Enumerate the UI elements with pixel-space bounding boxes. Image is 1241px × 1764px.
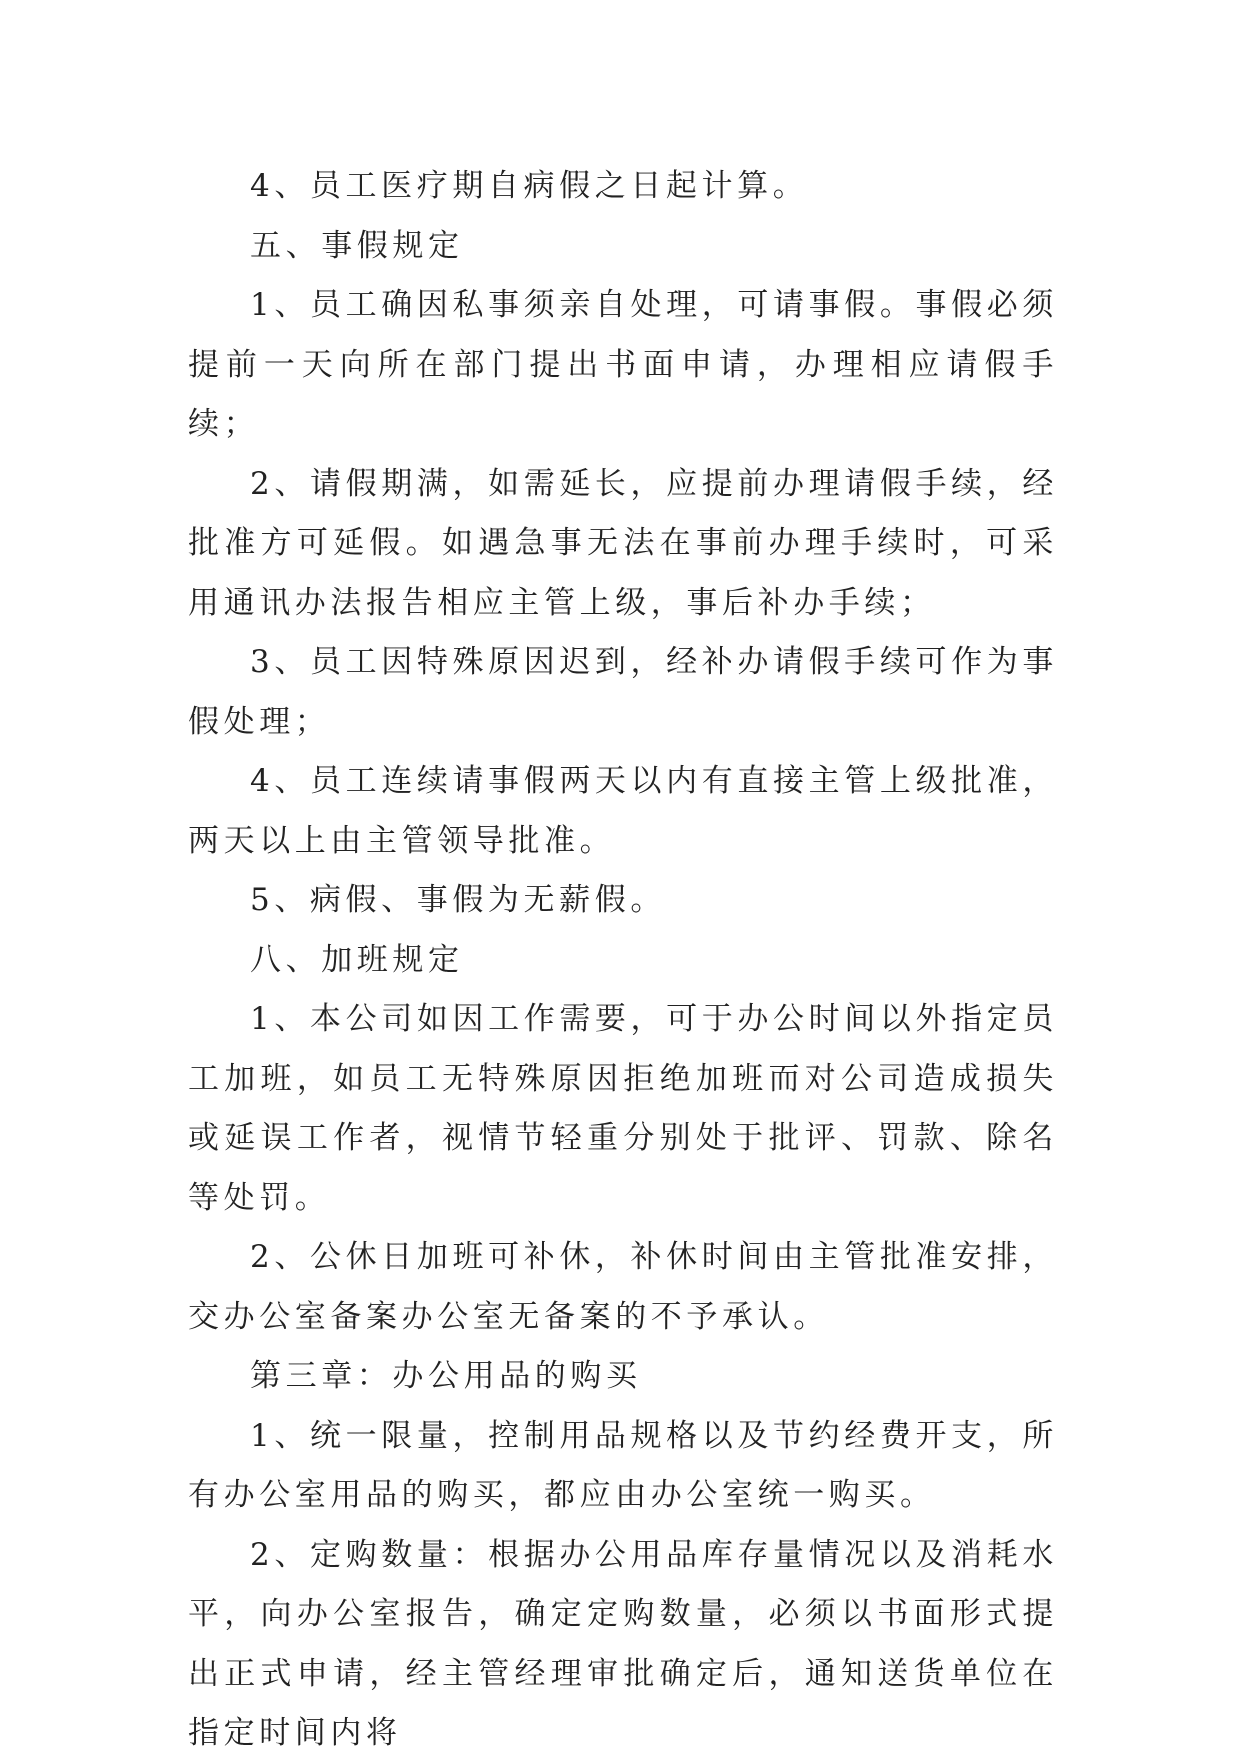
paragraph-personal-leave-1: 1、员工确因私事须亲自处理，可请事假。事假必须提前一天向所在部门提出书面申请，办理相应请假手续； — [188, 287, 1058, 442]
paragraph-personal-leave-3: 3、员工因特殊原因迟到，经补办请假手续可作为事假处理； — [188, 644, 1058, 740]
paragraph-office-supplies-1: 1、统一限量，控制用品规格以及节约经费开支，所有办公室用品的购买，都应由办公室统一购买。 — [188, 1417, 1058, 1513]
document-body — [188, 157, 1058, 1764]
paragraph-personal-leave-4: 4、员工连续请事假两天以内有直接主管上级批准，两天以上由主管领导批准。 — [188, 763, 1058, 859]
section-heading-overtime: 八、加班规定 — [250, 941, 464, 978]
paragraph-office-supplies-2: 2、定购数量：根据办公用品库存量情况以及消耗水平，向办公室报告，确定定购数量，必须以书面形式提出正式申请，经主管经理审批确定后，通知送货单位在指定时间内将 — [188, 1536, 1058, 1751]
paragraph-overtime-1: 1、本公司如因工作需要，可于办公时间以外指定员工加班，如员工无特殊原因拒绝加班而对公司造成损失或延误工作者，视情节轻重分别处于批评、罚款、除名等处罚。 — [188, 1001, 1058, 1216]
section-heading-personal-leave: 五、事假规定 — [250, 227, 464, 264]
chapter-heading-office-supplies: 第三章：办公用品的购买 — [250, 1358, 642, 1394]
paragraph-personal-leave-2: 2、请假期满，如需延长，应提前办理请假手续，经批准方可延假。如遇急事无法在事前办理手续时，可采用通讯办法报告相应主管上级，事后补办手续； — [188, 465, 1058, 621]
paragraph-overtime-2: 2、公休日加班可补休，补休时间由主管批准安排，交办公室备案办公室无备案的不予承认。 — [188, 1239, 1058, 1335]
paragraph-personal-leave-5: 5、病假、事假为无薪假。 — [250, 882, 666, 918]
paragraph-sick-leave-period: 4、员工医疗期自病假之日起计算。 — [250, 168, 809, 204]
